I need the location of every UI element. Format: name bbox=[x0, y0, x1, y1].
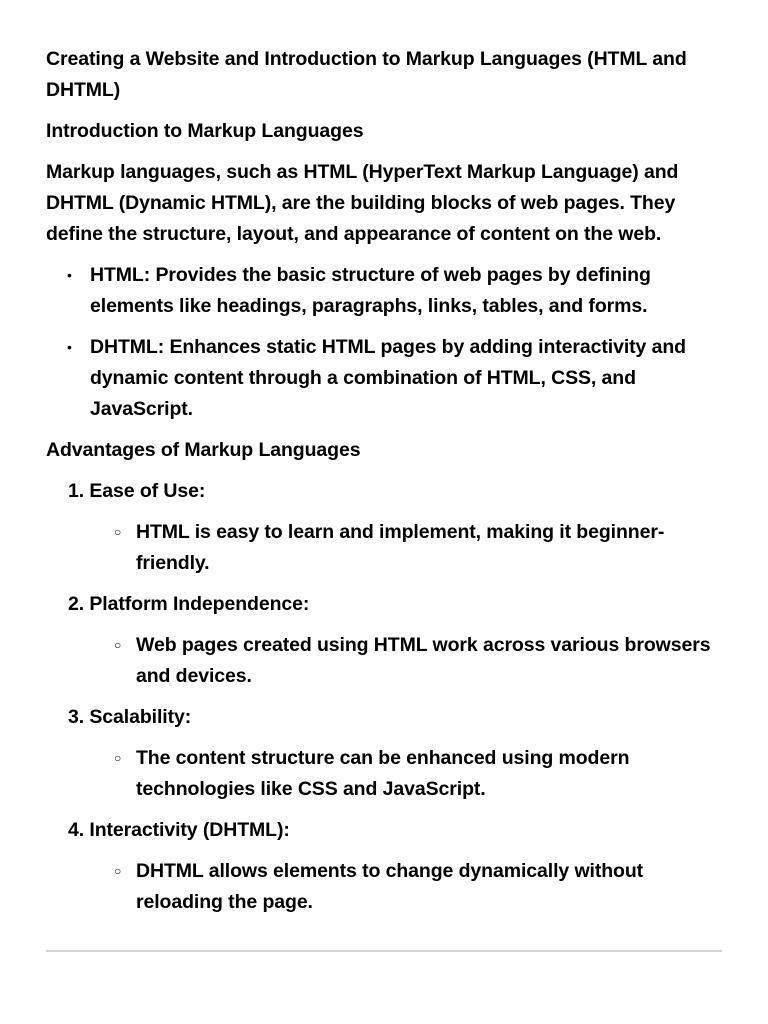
intro-paragraph: Markup languages, such as HTML (HyperText Markup Language) and DHTML (Dynamic HTML), are the building blocks of web pages. They define the structure, layout, and appearance of content on the web. bbox=[46, 161, 679, 245]
advantage-item bbox=[46, 476, 722, 579]
advantage-detail bbox=[46, 743, 722, 805]
advantages-list bbox=[46, 476, 722, 918]
advantage-item bbox=[46, 815, 722, 918]
section-heading-introduction: Introduction to Markup Languages bbox=[46, 120, 364, 142]
advantage-item bbox=[46, 589, 722, 692]
advantage-detail bbox=[46, 517, 722, 579]
advantage-detail bbox=[46, 856, 722, 918]
advantage-detail-text: The content structure can be enhanced using modern technologies like CSS and JavaScript. bbox=[136, 747, 630, 800]
circle-bullet-icon: ○ bbox=[114, 525, 122, 539]
markup-language-list bbox=[46, 260, 722, 425]
list-item bbox=[46, 332, 722, 425]
advantage-detail-text: HTML is easy to learn and implement, making it beginner-friendly. bbox=[136, 521, 665, 574]
bullet-icon: • bbox=[67, 339, 72, 355]
advantage-detail bbox=[46, 630, 722, 692]
section-heading-advantages: Advantages of Markup Languages bbox=[46, 439, 361, 461]
list-item-text: DHTML: Enhances static HTML pages by adding interactivity and dynamic content through a combination of HTML, CSS, and JavaScript. bbox=[90, 336, 686, 420]
bullet-icon: • bbox=[67, 267, 72, 283]
circle-bullet-icon: ○ bbox=[114, 751, 122, 765]
advantage-label: 4. Interactivity (DHTML): bbox=[68, 819, 290, 841]
advantage-label: 2. Platform Independence: bbox=[68, 593, 310, 615]
advantage-item bbox=[46, 702, 722, 805]
circle-bullet-icon: ○ bbox=[114, 638, 122, 652]
advantage-label: 3. Scalability: bbox=[68, 706, 192, 728]
advantage-detail-text: DHTML allows elements to change dynamically without reloading the page. bbox=[136, 860, 644, 913]
advantage-label: 1. Ease of Use: bbox=[68, 480, 206, 502]
list-item-text: HTML: Provides the basic structure of web pages by defining elements like headings, paragraphs, links, tables, and forms. bbox=[90, 264, 651, 317]
circle-bullet-icon: ○ bbox=[114, 864, 122, 878]
advantage-detail-text: Web pages created using HTML work across various browsers and devices. bbox=[136, 634, 711, 687]
document-title: Creating a Website and Introduction to Markup Languages (HTML and DHTML) bbox=[46, 48, 687, 101]
list-item bbox=[46, 260, 722, 322]
horizontal-divider bbox=[46, 950, 722, 952]
